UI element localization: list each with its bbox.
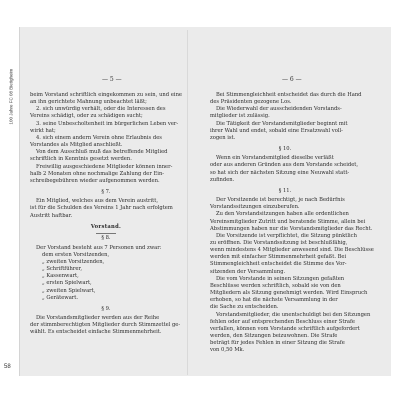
text-line: Vorstandssitzungen einzuberufen.	[210, 204, 300, 211]
right-block-3	[210, 197, 374, 354]
text-line: ist für die Schulden des Vereins 1 Jahr nach erfolgtem	[30, 205, 173, 212]
text-line: Der Vorstand besteht aus 7 Personen und zwar:	[36, 244, 162, 251]
list-item: „ zweiten Spielwart,	[42, 287, 96, 294]
text-line: Abstimmungen haben nur die Vorstandsmitglieder das Recht.	[210, 225, 373, 232]
text-line: ihrer Wahl und endet, sobald eine Ersatzwahl voll-	[210, 127, 343, 134]
book-fold	[187, 30, 188, 375]
page-folio: 58	[4, 364, 11, 370]
left-block-4	[30, 315, 182, 336]
text-line: von 0,50 Mk.	[210, 347, 245, 354]
text-line: wählt. Es entscheidet einfache Stimmenmehrheit.	[30, 329, 162, 336]
right-block-1	[210, 92, 360, 142]
heading-underline	[96, 233, 116, 234]
text-line: mitglieder ist zulässig.	[210, 113, 270, 120]
text-line: Die Vorsitzende ist verpflichtet, die Sitzung pünktlich	[216, 232, 357, 239]
text-line: Mitgliedern als Sitzung genehmigt werden. Wird Einspruch	[210, 290, 368, 297]
text-line: Die vom Vorstande in seinen Sitzungen gefaßten	[216, 275, 345, 282]
text-line: zogen ist.	[210, 134, 236, 141]
vorstand-heading: Vorstand.	[90, 223, 122, 230]
text-line: Vorstandes als Mitglied anschließt.	[30, 142, 123, 149]
text-line: Der Vorsitzende ist berechtigt, je nach Bedürfnis	[216, 197, 345, 204]
text-line: Stimmengleichheit entscheidet die Stimme des Vor-	[210, 261, 347, 268]
text-line: Zu den Vorstandsitzungen haben alle ordentlichen	[216, 211, 349, 218]
text-line: sitzenden der Versammlung.	[210, 268, 286, 275]
text-line: an ihn gerichtete Mahnung unbeachtet läßt;	[30, 99, 147, 106]
vertical-caption-text: 100 Jahre FC 08 Bietigheim	[8, 68, 14, 125]
text-line: Bei Stimmengleichheit entscheidet das durch die Hand	[216, 92, 362, 98]
text-line: des Präsidenten gezogene Los.	[210, 99, 292, 106]
text-line: zu eröffnen. Die Vorstandssitzung ist beschlußfähig,	[210, 239, 348, 246]
list-item: „ Schriftführer,	[42, 266, 82, 273]
text-line: Von dem Ausschluß muß das betreffende Mitglied	[36, 149, 168, 156]
text-line: 2. sich unwürdig verhält, oder die Interessen des	[36, 106, 166, 113]
right-page-number: — 6 —	[282, 76, 302, 83]
list-item: „ zweiten Vorsitzenden,	[42, 258, 105, 265]
text-line: schreibegebühren wieder aufgenommen werden.	[30, 177, 160, 184]
text-line: Die Vorstandsmitglieder werden aus der Reihe	[36, 314, 160, 321]
section-heading-10: § 10.	[278, 146, 292, 153]
text-line: verfallen, können vom Vorstande schriftlich aufgefordert	[210, 325, 360, 332]
text-line: 4. sich einem andern Verein ohne Erlaubnis des	[36, 134, 162, 141]
section-heading-7: § 7.	[101, 189, 111, 196]
text-line: halb 2 Monaten ohne nochmalige Zahlung der Ein-	[30, 170, 165, 177]
text-line: so hat sich der nächsten Sitzung eine Neuwahl statt-	[210, 169, 350, 176]
text-line: Vereins schädigt, oder zu schädigen sucht;	[30, 113, 143, 120]
text-line: werden mit einfacher Stimmenmehrheit gefaßt. Bei	[210, 254, 347, 261]
text-line: wirkt hat;	[30, 127, 56, 134]
right-block-2	[210, 155, 360, 184]
text-line: werden, den Sitzungen beizuwohnen. Die Strafe	[210, 333, 338, 339]
text-line: Austritt haftbar.	[30, 212, 73, 219]
text-line: 3. seine Unbescholtenheit im bürgerlichen Leben ver-	[36, 120, 179, 127]
text-line: beim Vorstand schriftlich eingekommen zu sein, und eine	[30, 92, 182, 98]
left-page-number: — 5 —	[102, 76, 122, 83]
section-heading-11: § 11.	[278, 187, 292, 194]
text-line: Freiwillig ausgeschiedene Mitglieder können inner-	[36, 163, 173, 170]
text-line: fehlen oder auf entsprechenden Beschluss einer Strafe	[210, 318, 355, 325]
text-line: erhoben, so hat die nächste Versammlung in der	[210, 297, 338, 304]
section-heading-9: § 9.	[101, 305, 111, 312]
text-line: Vereinsmitglieder Zutritt und beratende Stimme, allein bei	[210, 218, 366, 225]
officer-list	[30, 252, 182, 302]
section-heading-8: § 8.	[101, 235, 111, 242]
list-item: „ Kassenwart,	[42, 273, 79, 280]
list-item: „ ersten Spielwart,	[42, 280, 92, 287]
right-page-text	[210, 92, 374, 354]
text-line: der stimmberechtigten Mitglieder durch Stimmzettel ge-	[30, 322, 181, 329]
side-vertical-caption	[3, 10, 14, 130]
text-line: beträgt für jedes Fehlen in einer Sitzung die Strafe	[210, 340, 345, 347]
text-line: Die Tätigkeit der Vorstandsmitglieder beginnt mit	[216, 120, 348, 127]
list-item: „ Gerätewart.	[42, 294, 79, 301]
text-line: Vorstandsmitglieder, die unentschuldigt bei den Sitzungen	[216, 311, 371, 318]
text-line: Beschlüsse werden schriftlich, sobald sie von den	[210, 282, 341, 289]
text-line: wenn mindestens 4 Mitglieder anwesend sind. Die Beschlüsse	[210, 247, 374, 254]
text-line: zufinden.	[210, 176, 235, 183]
text-line: oder aus anderen Gründen aus dem Vorstande scheidet,	[210, 162, 358, 169]
text-line: Die Wiederwahl der ausscheidenden Vorstands-	[216, 106, 342, 113]
left-block-1	[30, 92, 182, 185]
text-line: Wenn ein Vorstandsmitglied dieselbe verläßt	[216, 155, 334, 162]
text-line: Ein Mitglied, welches aus dem Verein austritt,	[36, 198, 158, 205]
text-line: schriftlich in Kenntnis gesetzt werden.	[30, 156, 132, 163]
list-item: dem ersten Vorsitzenden,	[42, 251, 110, 258]
text-line: die Sache zu entscheiden.	[210, 304, 279, 311]
left-block-2	[30, 198, 182, 219]
left-page-text	[30, 92, 182, 336]
